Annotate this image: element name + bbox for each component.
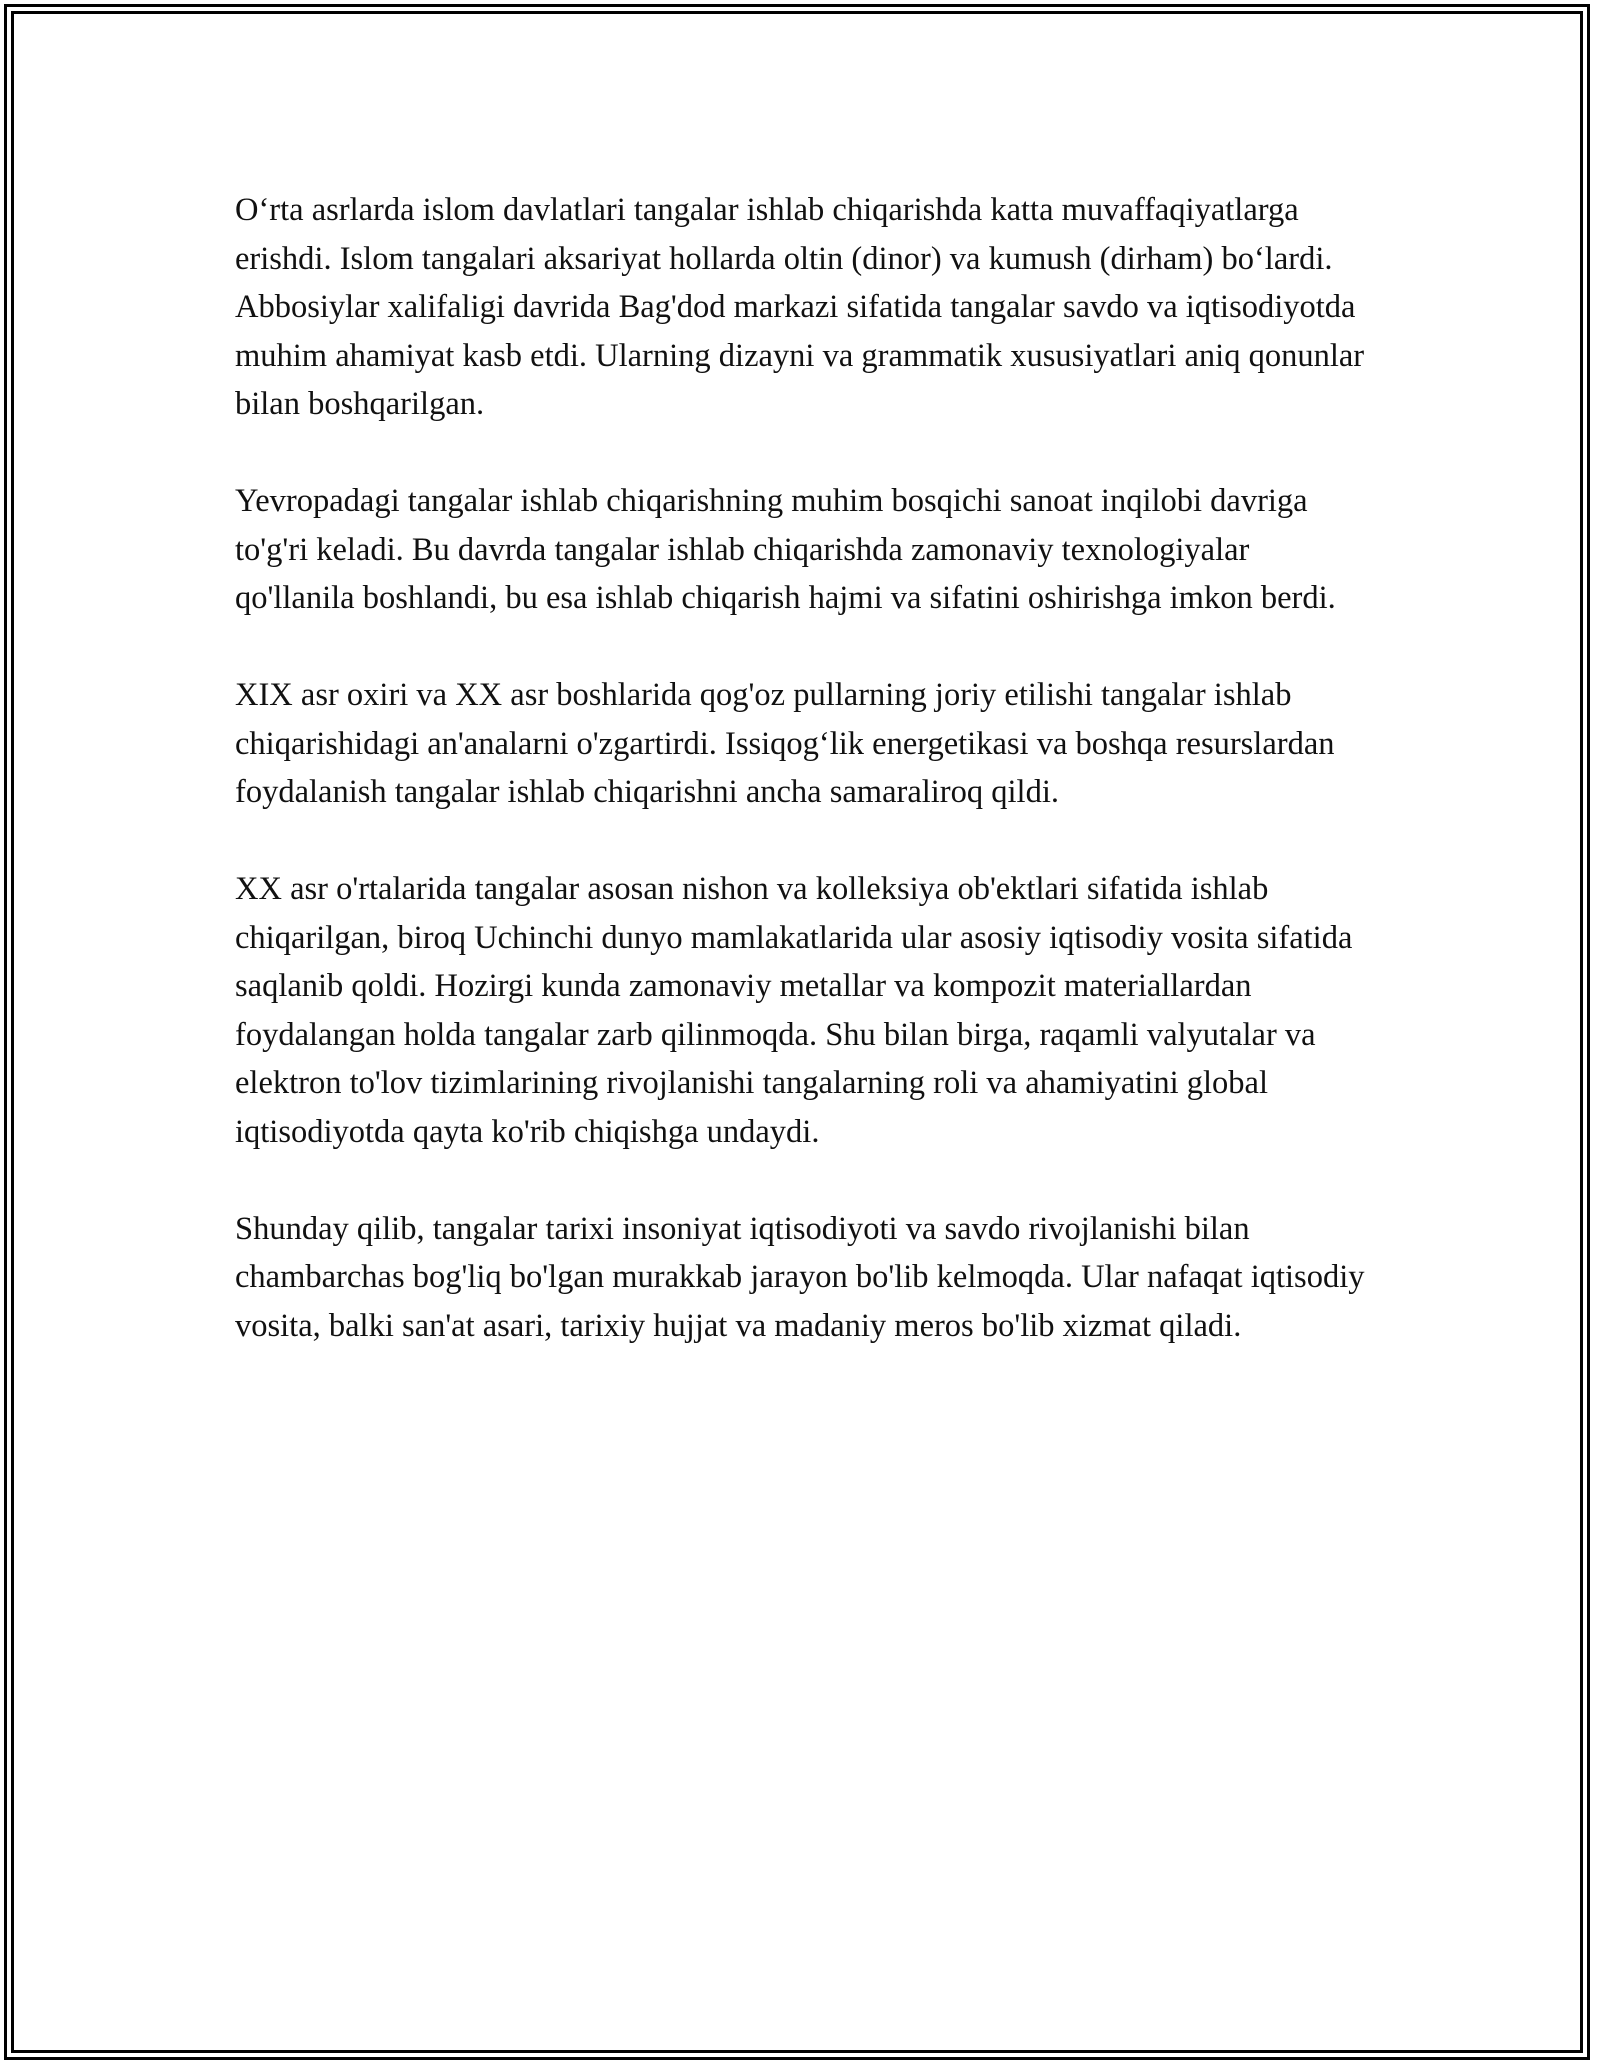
- paragraph-5: Shunday qilib, tangalar tarixi insoniyat iqtisodiyoti va savdo rivojlanishi bilan chambarchas bog'liq bo'lgan murakkab jarayon bo'lib kelmoqda. Ular nafaqat iqtisodiy vosita, balki san'at asari, tarixiy hujjat va madaniy meros bo'lib xizmat qiladi.: [235, 1210, 1365, 1344]
- document-body: [235, 186, 1370, 1399]
- paragraph-1: O‘rta asrlarda islom davlatlari tangalar ishlab chiqarishda katta muvaffaqiyatlarga erishdi. Islom tangalari aksariyat hollarda oltin (dinor) va kumush (dirham) bo‘lardi. Abbosiylar xalifaligi davrida Bag'dod markazi sifatida tangalar savdo va iqtisodiyotda muhim ahamiyat kasb etdi. Ularning dizayni va grammatik xususiyatlari aniq qonunlar bilan boshqarilgan.: [235, 192, 1365, 422]
- paragraph-4: XX asr o'rtalarida tangalar asosan nishon va kolleksiya ob'ektlari sifatida ishlab chiqarilgan, biroq Uchinchi dunyo mamlakatlarida ular asosiy iqtisodiy vosita sifatida saqlanib qoldi. Hozirgi kunda zamonaviy metallar va kompozit materiallardan foydalangan holda tangalar zarb qilinmoqda. Shu bilan birga, raqamli valyutalar va elektron to'lov tizimlarining rivojlanishi tangalarning roli va ahamiyatini global iqtisodiyotda qayta ko'rib chiqishga undaydi.: [235, 871, 1353, 1150]
- paragraph-2: Yevropadagi tangalar ishlab chiqarishning muhim bosqichi sanoat inqilobi davriga to'g'ri keladi. Bu davrda tangalar ishlab chiqarishda zamonaviy texnologiyalar qo'llanila boshlandi, bu esa ishlab chiqarish hajmi va sifatini oshirishga imkon berdi.: [235, 483, 1336, 616]
- paragraph-3: XIX asr oxiri va XX asr boshlarida qog'oz pullarning joriy etilishi tangalar ishlab chiqarishidagi an'analarni o'zgartirdi. Issiqog‘lik energetikasi va boshqa resurslardan foydalanish tangalar ishlab chiqarishni ancha samaraliroq qildi.: [235, 677, 1335, 810]
